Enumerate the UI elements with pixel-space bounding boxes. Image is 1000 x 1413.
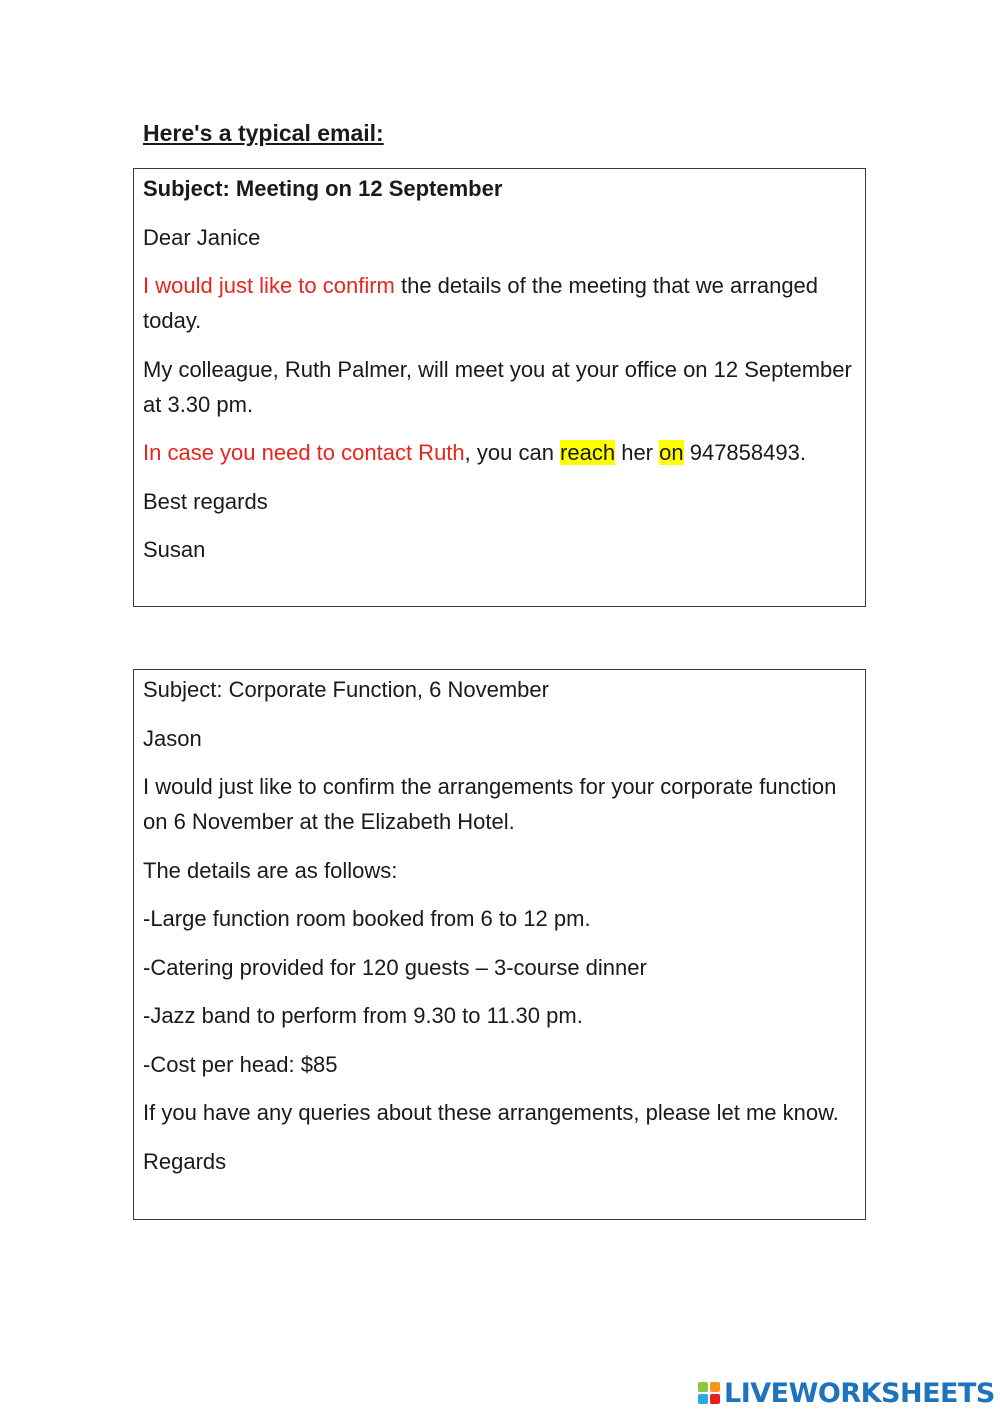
email-closing: Regards (143, 1148, 227, 1174)
email-example-2 (133, 669, 866, 1220)
page-heading: Here's a typical email: (143, 120, 384, 146)
list-item: -Catering provided for 120 guests – 3-course dinner (143, 954, 647, 980)
email-subject: Subject: Corporate Function, 6 November (143, 677, 549, 702)
email-paragraph-confirm: I would just like to confirm the arrangements for your corporate function on 6 November at the Elizabeth Hotel. (143, 774, 837, 834)
list-item: -Jazz band to perform from 9.30 to 11.30 pm. (143, 1003, 583, 1028)
paragraph-text: the details of the meeting that we arranged today. (143, 273, 819, 333)
paragraph-text: 947858493. (683, 440, 806, 465)
highlighted-phrase: I would just like to confirm (143, 273, 395, 298)
logo-square (698, 1382, 708, 1392)
email-paragraph-details-intro: The details are as follows: (143, 857, 398, 883)
logo-square (710, 1394, 720, 1404)
email-closing: Best regards (143, 488, 268, 514)
list-item: -Cost per head: $85 (143, 1051, 338, 1077)
list-item: -Large function room booked from 6 to 12 pm. (143, 906, 591, 931)
liveworksheets-logo (698, 1377, 995, 1409)
highlighted-phrase: In case you need to contact Ruth (143, 440, 465, 465)
email-paragraph-confirm (143, 268, 856, 338)
yellow-highlight-word: reach (560, 440, 616, 465)
yellow-highlight-word: on (659, 440, 684, 465)
email-greeting: Jason (143, 725, 202, 751)
email-paragraph-colleague: My colleague, Ruth Palmer, will meet you at your office on 12 September at 3.30 pm. (143, 356, 852, 417)
email-signature: Susan (143, 537, 206, 562)
logo-square (698, 1394, 708, 1404)
logo-mark-icon (698, 1382, 720, 1404)
paragraph-text: her (615, 440, 660, 465)
paragraph-text: , you can (464, 440, 561, 465)
email-example-1 (133, 168, 866, 607)
logo-square (710, 1382, 720, 1392)
email-paragraph-queries: If you have any queries about these arrangements, please let me know. (143, 1100, 839, 1125)
email-subject: Subject: Meeting on 12 September (143, 176, 503, 201)
email-paragraph-contact (143, 435, 856, 470)
logo-text: LIVEWORKSHEETS (724, 1377, 995, 1409)
email-greeting: Dear Janice (143, 224, 261, 250)
